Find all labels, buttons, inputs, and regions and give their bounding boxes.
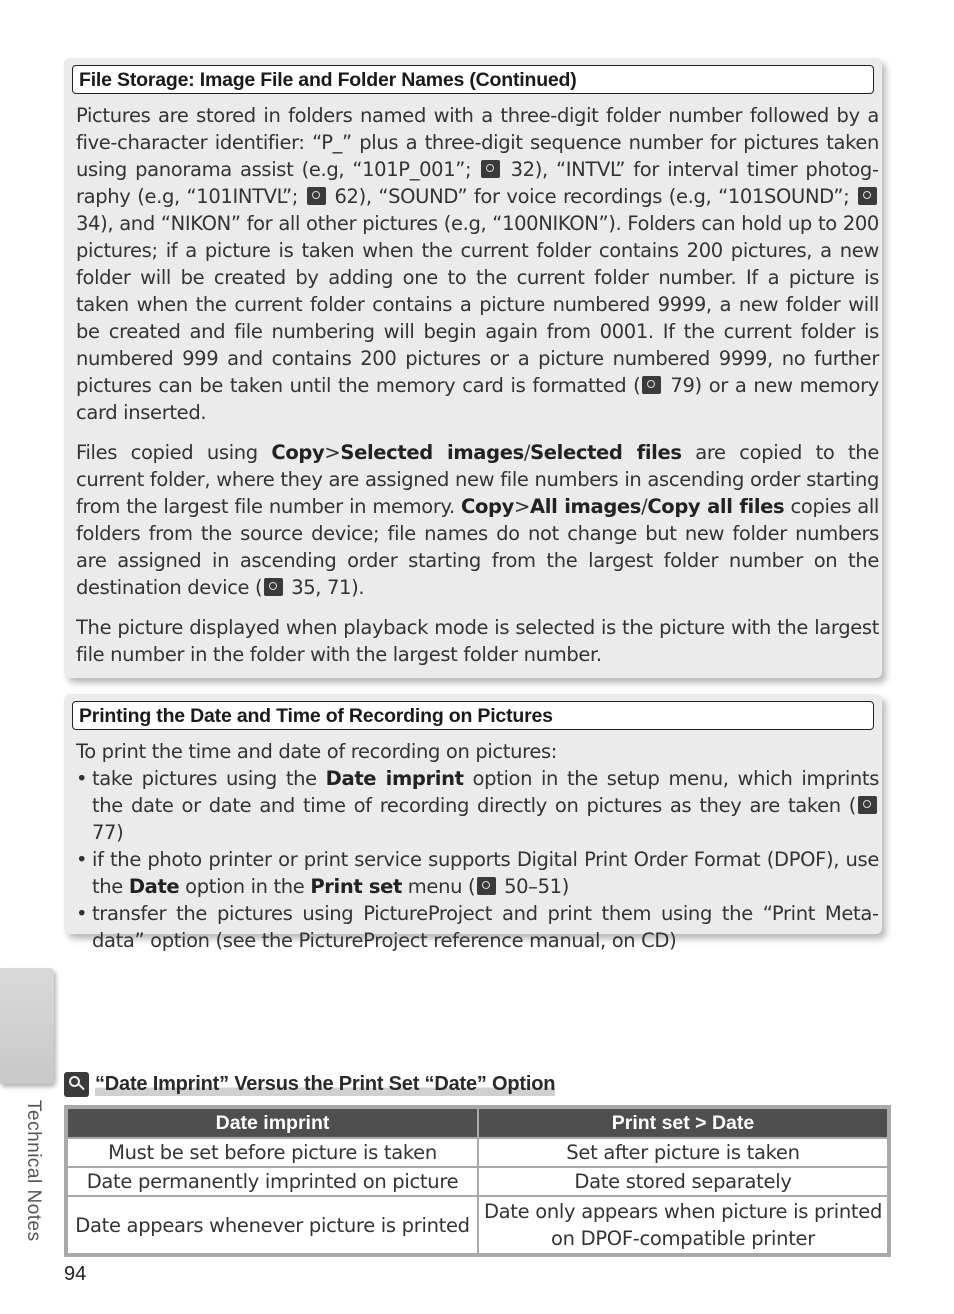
page-reference-icon: [858, 187, 877, 205]
menu-separator: >: [514, 495, 530, 518]
menu-term: Date: [128, 875, 180, 898]
acronym-letter: O: [633, 848, 649, 871]
page-reference-icon: [307, 187, 326, 205]
table-cell: Set after picture is taken: [478, 1138, 889, 1167]
note-title: “Date Imprint” Versus the Print Set “Date” Option: [95, 1072, 556, 1095]
file-storage-paragraph-2: [76, 439, 879, 601]
page-reference-icon: [481, 160, 500, 178]
menu-term: Selected files: [530, 441, 682, 464]
text-run: ormat (DPOF), use the: [92, 848, 879, 898]
menu-term: Print set: [310, 875, 402, 898]
date-printing-title: Printing the Date and Time of Recording on Pictures: [72, 701, 874, 730]
table-header-row: [66, 1107, 889, 1138]
date-printing-intro: To print the time and date of recording on pictures:: [76, 740, 558, 763]
menu-term: All images: [530, 495, 642, 518]
file-storage-body: [76, 102, 879, 681]
text-run: if the photo printer or print service supports: [92, 848, 511, 871]
menu-term: Date imprint: [325, 767, 464, 790]
text-run: 34), and “NIKON” for all other pictures (e.g, “100NIKON”). Folders can hold up to 200 pictures; if a picture is taken when the current folder contains 200 pictures, a new folder will be created by adding one to the current folder number. If a picture is taken when the current folder contains a picture numbered 9999, a new folder will be created and file numbering will begin again from 0001. If the current folder is numbered 999 and contains 200 pictures or a picture numbered 9999, no further pictures can be taken until the memory card is formatted (: [76, 212, 879, 397]
list-item: • transfer the pictures using PictureProject and print them using the “Print Metadata” option (see the PictureProject reference manual, on CD): [76, 900, 879, 954]
text-run: Files copied using: [76, 441, 258, 464]
list-item: [76, 846, 879, 900]
text-run: 35, 71).: [291, 576, 365, 599]
magnifier-note-icon: [64, 1072, 89, 1097]
file-storage-section: [64, 58, 882, 678]
date-printing-body: [76, 738, 879, 954]
text-run: 62), “SOUND” for voice recordings (e.g, “101SOUND”;: [334, 185, 850, 208]
chapter-tab: [0, 968, 54, 1084]
text-run: 77): [92, 821, 124, 844]
file-storage-title: File Storage: Image File and Folder Names (Continued): [72, 65, 874, 94]
text-run: igital: [531, 848, 578, 871]
text-run: option in the: [185, 875, 305, 898]
table-row: [66, 1138, 889, 1167]
acronym-letter: P: [584, 848, 596, 871]
table-cell: Must be set before picture is taken: [66, 1138, 478, 1167]
menu-separator: >: [324, 441, 341, 464]
text-run: 79) or a new memory card inserted.: [76, 374, 879, 424]
table-cell: Date permanently imprinted on picture: [66, 1167, 478, 1196]
menu-term: Copy: [461, 495, 514, 518]
table-cell: Date only appears when picture is printed on DPOF-compatible printer: [478, 1196, 889, 1255]
date-printing-section: [64, 694, 882, 952]
list-item: [76, 765, 879, 846]
table-row: [66, 1167, 889, 1196]
menu-separator: /: [641, 495, 648, 518]
menu-term: Selected images: [340, 441, 524, 464]
table-row: [66, 1196, 889, 1255]
text-run: rint: [595, 848, 628, 871]
text-run: 32), “INTVL” for interval timer photography (e.g, “101INTVL”;: [76, 158, 879, 208]
file-storage-paragraph-1: [76, 102, 879, 426]
text-run: 50–51): [504, 875, 569, 898]
column-header: Print set > Date: [478, 1107, 889, 1138]
table-cell: Date stored separately: [478, 1167, 889, 1196]
text-run: option in the setup menu, which imprints the date or date and time of recording directly on pictures as they are taken (: [92, 767, 880, 817]
page-number: 94: [64, 1263, 87, 1285]
page-reference-icon: [858, 796, 877, 814]
text-run: menu (: [407, 875, 476, 898]
comparison-table: [64, 1105, 891, 1257]
page-reference-icon: [642, 376, 661, 394]
menu-separator: /: [523, 441, 531, 464]
note-heading: [64, 1071, 555, 1097]
column-header: Date imprint: [66, 1107, 478, 1138]
page-reference-icon: [264, 578, 283, 596]
acronym-letter: F: [693, 848, 704, 871]
text-run: Pictures are stored in folders named with a three-digit folder number followed by a five-character identifier: “P_” plus a three-digit sequence number for pictures taken using panorama assist (e.g, “101P_001”;: [76, 104, 879, 181]
menu-term: Copy all files: [647, 495, 785, 518]
text-run: copies all folders from the source device; file names do not change but new folder numbers are assigned in ascending order starting from the largest folder number on the destination device (: [76, 495, 879, 599]
date-printing-list: [76, 765, 879, 954]
page-reference-icon: [477, 877, 496, 895]
text-run: take pictures using the: [92, 767, 317, 790]
acronym-letter: D: [516, 848, 532, 871]
text-run: rder: [648, 848, 688, 871]
file-storage-paragraph-3: The picture displayed when playback mode is selected is the picture with the largest file number in the folder with the largest folder number.: [76, 616, 879, 666]
table-cell: Date appears whenever picture is printed: [66, 1196, 478, 1255]
menu-term: Copy: [271, 441, 325, 464]
chapter-label: Technical Notes: [23, 1100, 44, 1242]
text-run: are copied to the current folder, where they are assigned new file numbers in ascending order starting from the largest file number in memory.: [76, 441, 879, 518]
